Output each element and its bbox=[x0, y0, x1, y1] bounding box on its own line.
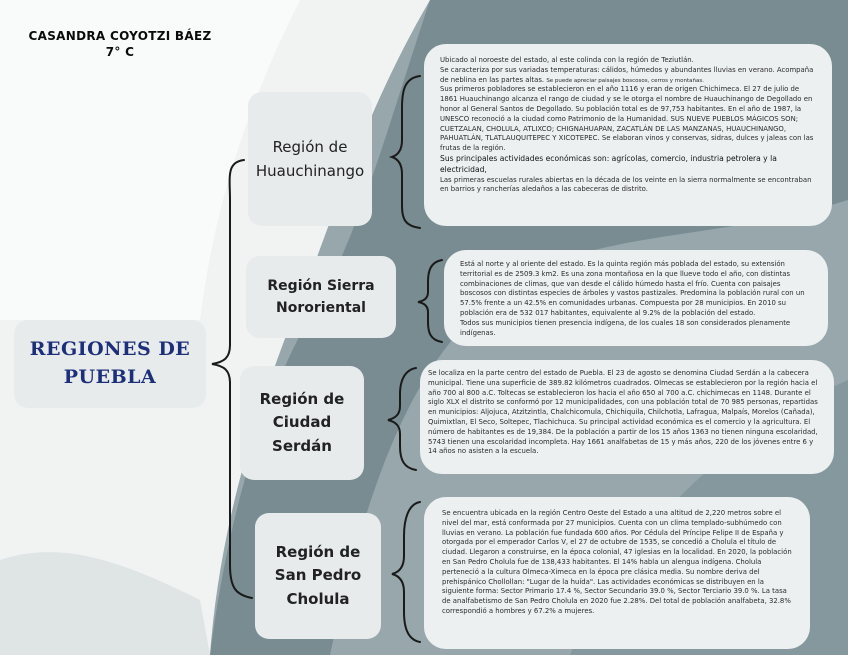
brace-region-3 bbox=[388, 368, 416, 470]
description-box-ciudad-serdan bbox=[420, 360, 834, 474]
region-name-line: Región de bbox=[275, 543, 361, 562]
region-name-line: Región de bbox=[272, 138, 348, 156]
region-name-line: Región de bbox=[259, 390, 345, 409]
region-name-line: Huauchinango bbox=[255, 162, 365, 180]
region-box-ciudad-serdan bbox=[240, 366, 364, 480]
region-name-line: Nororiental bbox=[276, 300, 366, 316]
region-box-sierra-nororiental bbox=[246, 256, 396, 338]
brace-region-4 bbox=[392, 502, 420, 642]
description-paragraph: Está al norte y al oriente del estado. Es la quinta región más poblada del estado, su extensión territorial es de 2509.3 km2. Es una zona montañosa en la que llueve todo el año, con distintas combinaciones de climas, que van desde el cálido húmedo hasta el frío. Cuenta con paisajes boscosos con distintas especies de árboles y vastos pastizales. Predomina la población rural con un 57.5% frente a un 42.5% en comunidades urbanas. Compuesta por 28 municipios. En 2010 su población era de 532 017 habitantes, equivalente al 9.2% de la población del estado. bbox=[460, 260, 805, 317]
description-paragraph bbox=[440, 66, 816, 86]
description-text: Se caracteriza por sus variadas temperaturas: cálidos, húmedos y abundantes lluvias en verano. Acompaña de neblina en las partes altas. bbox=[440, 65, 814, 84]
description-box-sierra-nororiental bbox=[444, 250, 828, 346]
region-name-line: Región Sierra bbox=[267, 277, 375, 294]
region-box-san-pedro-cholula bbox=[255, 513, 381, 639]
description-paragraph: Todos sus municipios tienen presencia indígena, de los cuales 18 son considerados plenamente indígenas. bbox=[460, 318, 791, 337]
description-paragraph: Se localiza en la parte centro del estado de Puebla. El 23 de agosto se denomina Ciudad Serdán a la cabecera municipal. Tiene una superficie de 389.82 kilómetros cuadrados. Olmecas se establecieron por la región hacia el año 700 al 800 a.C. Toltecas se establecieron los hacia el año 650 al 700 a.C. chichimecas en 1148. Durante el siglo XLX el distrito se conformó por 12 municipalidades, con una población total de 70 985 personas, repartidas en municipios: Aljojuca, Atzitzintla, Chalchicomula, Chichiquila, Chilchotla, Lafragua, Malpaís, Morelos (Cañada), Quimixtlan, El Seco, Soltepec, Tlachichuca. Su principal actividad económica es el comercio y la agricultura. El número de habitantes es de 19,384. De la población a partir de los 15 años 1363 no tienen ninguna escolaridad, 5743 tienen una escolaridad incompleta. Hay 1661 analfabetas de 15 y más años, 220 de los jóvenes entre 6 y 14 años no asisten a la escuela. bbox=[428, 369, 818, 456]
description-paragraph: Se encuentra ubicada en la región Centro Oeste del Estado a una altitud de 2,220 metros sobre el nivel del mar, está conformada por 27 municipios. Cuenta con un clima templado-subhúmedo con lluvias en verano. La población fue fundada 600 años. Por Cédula del Príncipe Felipe II de España y otorgada por el emperador Carlos V, el 27 de octubre de 1535, se concedió a Cholula el título de ciudad. Llegaron a construirse, en la época colonial, 47 iglesias en la localidad. En 2020, la población en San Pedro Cholula fue de 138,433 habitantes. El 14% habla un alengua indígena. Cholula perteneció a la cultura Olmeca-Ximeca en la época pre clásica media. Su nombre deriva del prehispánico Chollollan: "Lugar de la huída". Las actividades económicas se distribuyen en la siguiente forma: Sector Primario 17.4 %, Sector Secundario 39.0 %, Sector Terciario 39.0 %. La tasa de analfabetismo de San Pedro Cholula en 2020 fue 2.28%. Del total de población analfabeta, 32.8% correspondió a hombres y 67.2% a mujeres. bbox=[442, 509, 792, 615]
brace-region-1 bbox=[392, 76, 420, 228]
description-box-huauchinango bbox=[424, 44, 832, 226]
main-title-line2: PUEBLA bbox=[63, 366, 157, 388]
region-name-line: Ciudad bbox=[272, 413, 332, 432]
region-box-huauchinango bbox=[248, 92, 372, 226]
description-box-san-pedro-cholula bbox=[424, 497, 810, 649]
description-paragraph: Ubicado al noroeste del estado, al este colinda con la región de Teziutlán. bbox=[440, 56, 694, 64]
author-name: CASANDRA COYOTZI BÁEZ bbox=[28, 29, 212, 43]
brace-region-2 bbox=[418, 260, 442, 342]
main-title-box bbox=[14, 320, 206, 408]
description-paragraph: Sus primeros pobladores se establecieron en el año 1116 y eran de origen Chichimeca. El 27 de julio de 1861 Huauchinango alcanza el rango de ciudad y se le otorga el nombre de Huauchinango de Degollado en honor al General Santos de Degollado. Su población total es de 97,753 habitantes. En el año de 1987, la UNESCO reconoció a la ciudad como Patrimonio de la Humanidad. SUS NUEVE PUEBLOS MÁGICOS SON; CUETZALAN, CHOLULA, ATLIXCO; CHIGNAHUAPAN, ZACATLÁN DE LAS MANZANAS, HUAUCHINANGO, PAHUATLÁN, TLATLAUQUITEPEC Y XICOTEPEC. Se elaboran vinos y conservas, sidras, dulces y jaleas con las frutas de la región. bbox=[440, 85, 814, 153]
description-small-text: Se puede apreciar paisajes boscosos, cerros y montañas. bbox=[546, 77, 704, 84]
region-name-line: San Pedro bbox=[274, 566, 362, 585]
main-title-line1: REGIONES DE bbox=[29, 338, 191, 361]
region-name-line: Serdán bbox=[272, 436, 332, 455]
author-grade: 7° C bbox=[105, 45, 135, 60]
description-paragraph-emphasis: Sus principales actividades económicas son: agrícolas, comercio, industria petrolera y la electricidad, bbox=[440, 153, 777, 174]
region-name-line: Cholula bbox=[286, 589, 350, 608]
description-paragraph: Las primeras escuelas rurales abiertas en la década de los veinte en la sierra normalmente se encontraban en barrios y rancherías aledaños a las cabeceras de distrito. bbox=[440, 175, 812, 194]
